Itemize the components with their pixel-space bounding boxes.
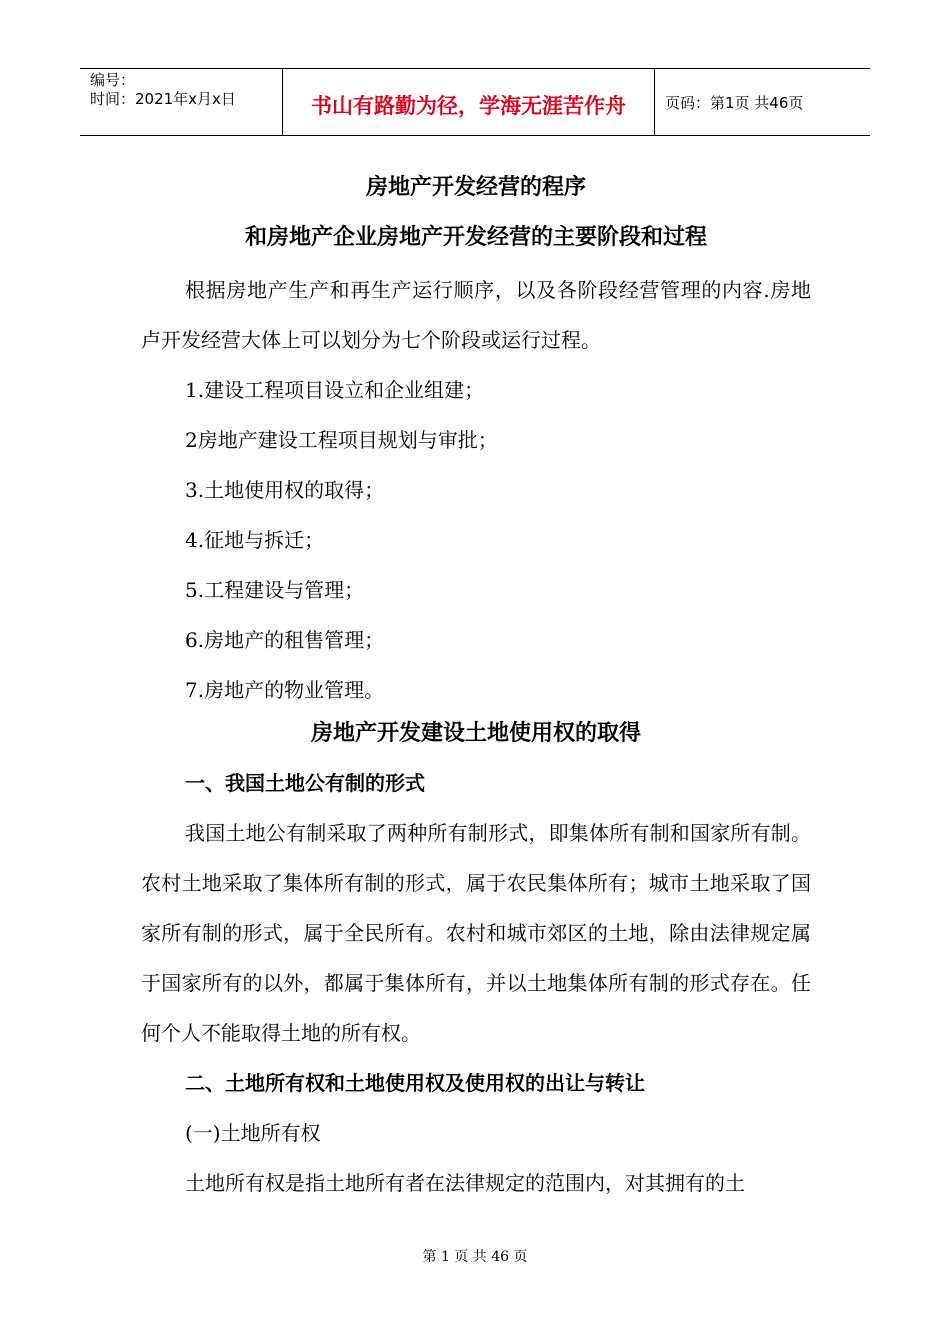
stage-item-7: 7.房地产的物业管理。 xyxy=(185,678,385,702)
page-footer: 第 1 页 共 46 页 xyxy=(422,1249,528,1265)
header-page-info: 页码：第1页 共46页 xyxy=(665,93,804,112)
document-subtitle: 和房地产企业房地产开发经营的主要阶段和过程 xyxy=(244,225,707,250)
header-motto: 书山有路勤为径，学海无涯苦作舟 xyxy=(283,69,655,135)
heading-1: 一、我国土地公有制的形式 xyxy=(185,771,425,795)
stage-item-4: 4.征地与拆迁； xyxy=(185,528,325,552)
stage-item-5: 5.工程建设与管理； xyxy=(185,578,365,602)
stage-item-2: 2房地产建设工程项目规划与审批； xyxy=(185,428,498,452)
document-title: 房地产开发经营的程序 xyxy=(365,175,586,200)
paragraph-2: 土地所有权是指土地所有者在法律规定的范围内，对其拥有的土 xyxy=(185,1171,745,1195)
section-title: 房地产开发建设土地使用权的取得 xyxy=(310,721,641,746)
paragraph-1: 我国土地公有制采取了两种所有制形式，即集体所有制和国家所有制。农村土地采取了集体所有制的形式，属于农民集体所有；城市土地采取了国家所有制的形式，属于全民所有。农村和城市郊区的土地，除由法律规定属于国家所有的以外，都属于集体所有，并以土地集体所有制的形式存在。任何个人不能取得土地的所有权。 xyxy=(141,821,811,1045)
number-label: 编号： xyxy=(90,71,136,89)
stage-item-3: 3.土地使用权的取得； xyxy=(185,478,385,502)
time-label: 时间：2021年x月x日 xyxy=(90,90,236,108)
sub-heading: (一)土地所有权 xyxy=(185,1121,321,1145)
intro-paragraph: 根据房地产生产和再生产运行顺序，以及各阶段经营管理的内容.房地卢开发经营大体上可以划分为七个阶段或运行过程。 xyxy=(141,278,811,352)
stage-item-1: 1.建设工程项目设立和企业组建； xyxy=(185,378,485,402)
heading-2: 二、土地所有权和土地使用权及使用权的出让与转让 xyxy=(185,1071,645,1095)
header-meta-cell xyxy=(80,69,283,135)
stage-item-6: 6.房地产的租售管理； xyxy=(185,628,385,652)
header-table xyxy=(80,68,870,136)
